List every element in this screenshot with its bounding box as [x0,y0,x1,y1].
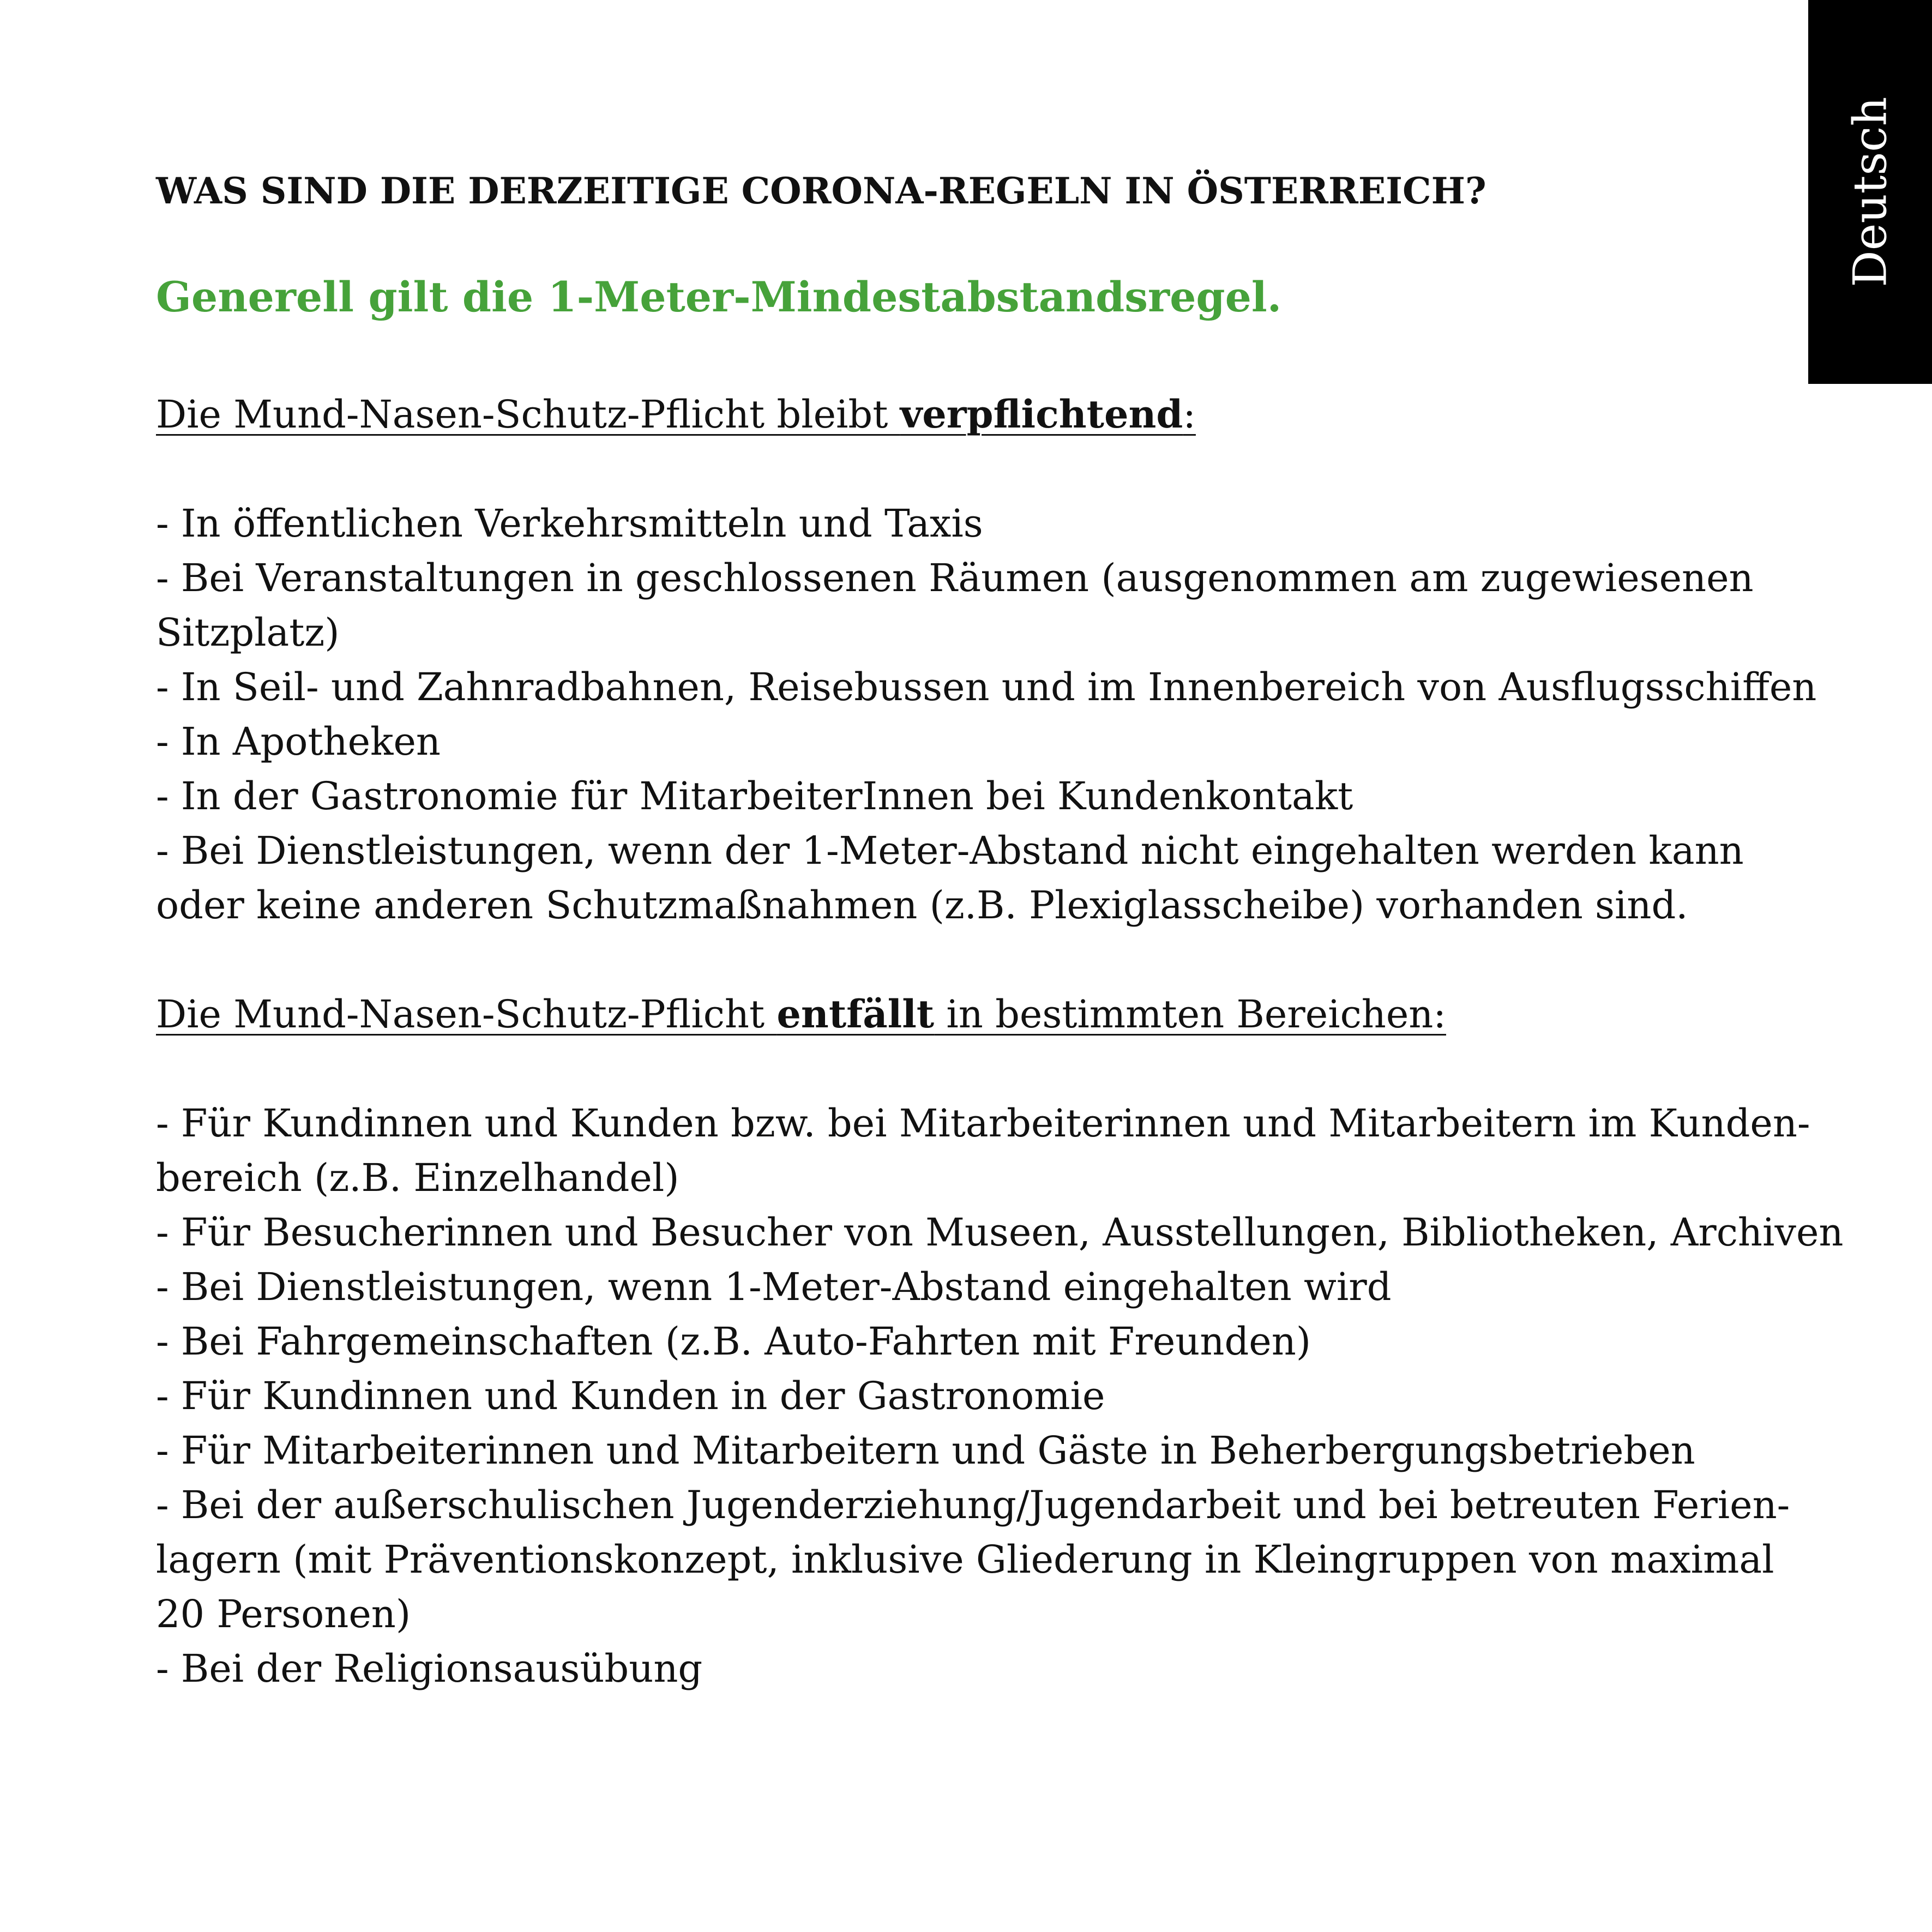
list-item: - Bei Dienstleistungen, wenn 1-Meter-Abstand eingehalten wird [156,1265,1392,1309]
list-item: - Bei der Religionsausübung [156,1646,703,1691]
list-item: - Für Kundinnen und Kunden in der Gastronomie [156,1374,1105,1418]
list-item: lagern (mit Präventionskonzept, inklusive Gliederung in Kleingruppen von maximal [156,1537,1774,1582]
exempt-list [156,1096,1844,1696]
list-item: - Bei der außerschulischen Jugenderziehung/Jugendarbeit und bei betreuten Ferien- [156,1483,1790,1527]
language-tab-label: Deutsch [1843,97,1897,287]
list-item: bereich (z.B. Einzelhandel) [156,1155,679,1200]
list-item: - Für Besucherinnen und Besucher von Museen, Ausstellungen, Bibliotheken, Archiven [156,1210,1844,1255]
list-item: 20 Personen) [156,1592,411,1636]
page-title: WAS SIND DIE DERZEITIGE CORONA-REGELN IN ÖSTERREICH? [156,170,1486,212]
list-item: - Für Mitarbeiterinnen und Mitarbeitern und Gäste in Beherbergungsbetrieben [156,1428,1695,1473]
section-heading-suffix: in bestimmten Bereichen: [934,992,1446,1037]
mandatory-list [156,496,1817,932]
language-tab [1808,0,1932,384]
section-heading-prefix: Die Mund-Nasen-Schutz-Pflicht [156,992,777,1037]
list-item: - In öffentlichen Verkehrsmitteln und Taxis [156,501,983,546]
section-heading-exempt [156,987,1792,1042]
document-content [156,164,1844,1696]
list-item: - In Apotheken [156,719,441,764]
list-item: - In der Gastronomie für MitarbeiterInnen bei Kundenkontakt [156,774,1353,818]
list-item: Sitzplatz) [156,610,340,655]
list-item: oder keine anderen Schutzmaßnahmen (z.B. Plexiglasscheibe) vorhanden sind. [156,883,1688,928]
list-item: - Bei Veranstaltungen in geschlossenen Räumen (ausgenommen am zugewiesenen [156,556,1754,600]
list-item: - In Seil- und Zahnradbahnen, Reisebussen und im Innenbereich von Ausflugsschiffen [156,665,1817,709]
section-heading-emphasis: verpflichtend [900,392,1183,437]
list-item: - Für Kundinnen und Kunden bzw. bei Mitarbeiterinnen und Mitarbeitern im Kunden- [156,1101,1810,1146]
section-heading-emphasis: entfällt [777,991,935,1037]
subtitle: Generell gilt die 1-Meter-Mindestabstandsregel. [156,273,1282,321]
section-heading-suffix: : [1183,392,1196,437]
section-heading-mandatory [156,387,1792,442]
list-item: - Bei Dienstleistungen, wenn der 1-Meter-Abstand nicht eingehalten werden kann [156,828,1744,873]
list-item: - Bei Fahrgemeinschaften (z.B. Auto-Fahrten mit Freunden) [156,1319,1311,1364]
section-heading-prefix: Die Mund-Nasen-Schutz-Pflicht bleibt [156,392,900,437]
